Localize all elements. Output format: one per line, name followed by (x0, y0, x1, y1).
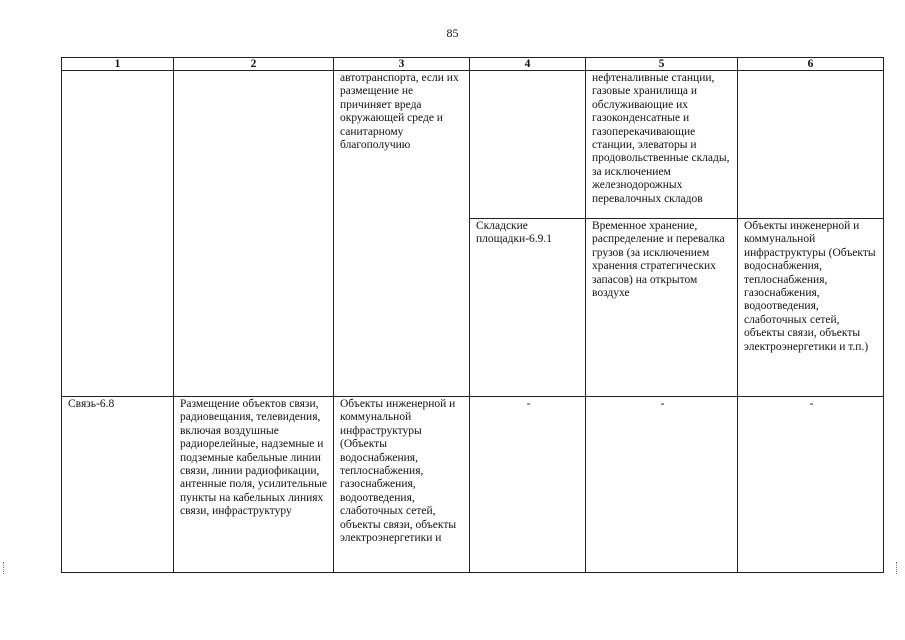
table-row (62, 397, 884, 573)
table-cell-use-type: Связь-6.8 (62, 397, 174, 573)
table-cell-empty (62, 71, 174, 397)
table-cell-empty (174, 71, 334, 397)
header-col-2: 2 (174, 58, 334, 71)
table-row (62, 71, 884, 219)
table-cell-auxiliary-use: Объекты инженерной и коммунальной инфраструктуры (Объекты водоснабжения, теплоснабжения, газоснабжения, водоотведения, слаботочных сетей, объекты связи, объекты электроэнергетики и т.п.) (738, 219, 884, 397)
header-row (62, 58, 884, 71)
table-cell-permitted-use-cont: автотранспорта, если их размещение не причиняет вреда окружающей среде и санитарному благополучию (334, 71, 470, 397)
scan-edge-mark (3, 562, 6, 574)
table-cell-empty (738, 71, 884, 219)
header-col-4: 4 (470, 58, 586, 71)
table-cell-description: Временное хранение, распределение и перевалка грузов (за исключением хранения стратегических запасов) на открытом воздухе (586, 219, 738, 397)
table-cell-empty (470, 71, 586, 219)
table-cell-use-type: Складские площадки-6.9.1 (470, 219, 586, 397)
table-cell-description-cont: нефтеналивные станции, газовые хранилища и обслуживающие их газоконденсатные и газоперекачивающие станции, элеваторы и продовольственные склады, за исключением железнодорожных перевалочных складов (586, 71, 738, 219)
table-cell-description: Размещение объектов связи, радиовещания, телевидения, включая воздушные радиорелейные, надземные и подземные кабельные линии связи, линии радиофикации, антенные поля, усилительные пункты на кабельных линиях связи, инфраструктуру (174, 397, 334, 573)
table-cell-dash: - (586, 397, 738, 573)
header-col-5: 5 (586, 58, 738, 71)
table-cell-dash: - (470, 397, 586, 573)
land-use-table (61, 57, 884, 573)
table-cell-dash: - (738, 397, 884, 573)
header-col-6: 6 (738, 58, 884, 71)
page-number: 85 (446, 26, 459, 40)
header-col-1: 1 (62, 58, 174, 71)
scan-edge-mark (896, 562, 899, 574)
header-col-3: 3 (334, 58, 470, 71)
table-cell-auxiliary-use: Объекты инженерной и коммунальной инфраструктуры (Объекты водоснабжения, теплоснабжения, газоснабжения, водоотведения, слаботочных сетей, объекты связи, объекты электроэнергетики и (334, 397, 470, 573)
